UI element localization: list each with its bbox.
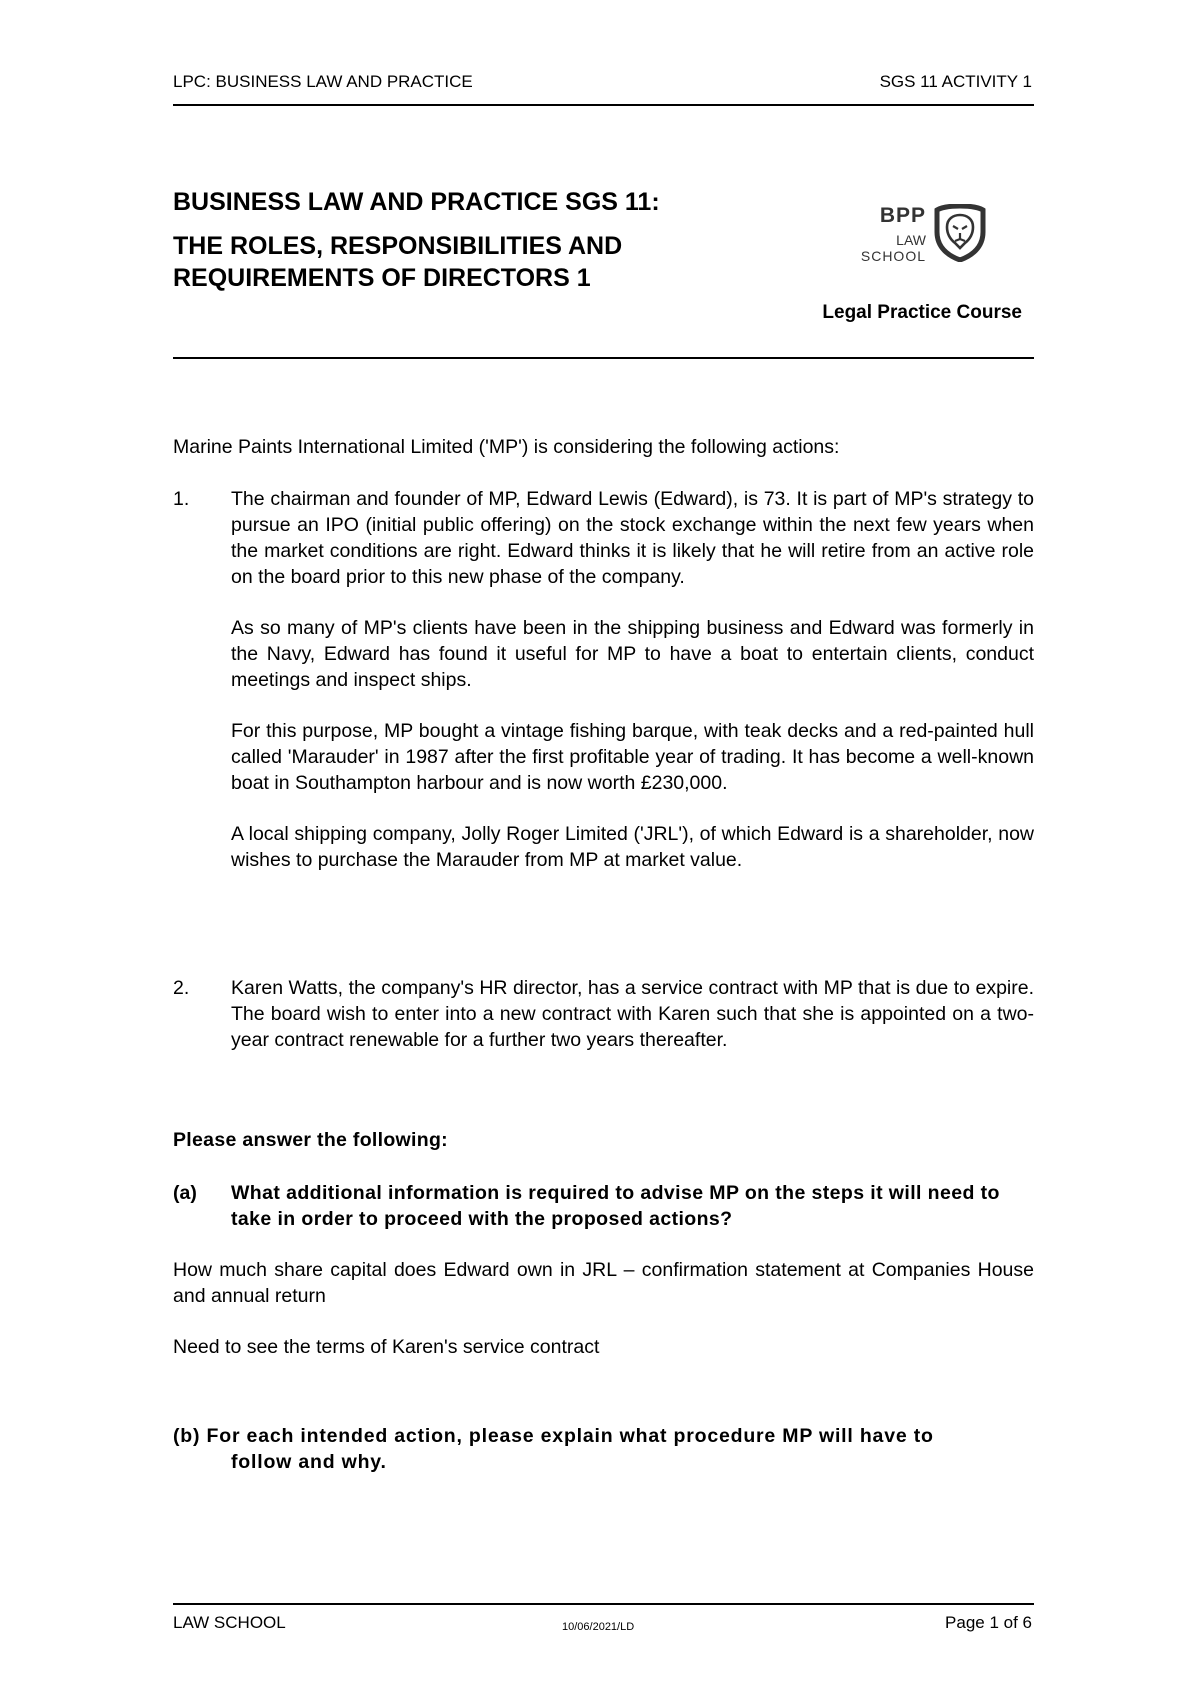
item-1-body — [231, 486, 1034, 898]
item-paragraph: A local shipping company, Jolly Roger Limited ('JRL'), of which Edward is a shareholder, now wishes to purchase the Marauder from MP at market value. — [231, 823, 1034, 871]
page-number: Page 1 of 6 — [945, 1613, 1032, 1632]
question-b-text: (b) For each intended action, please explain what procedure MP will have to — [173, 1425, 934, 1447]
course-label: Legal Practice Course — [822, 302, 1022, 323]
lion-shield-icon — [934, 204, 986, 262]
document-title: BUSINESS LAW AND PRACTICE SGS 11: — [173, 188, 660, 216]
questions-heading: Please answer the following: — [173, 1129, 448, 1151]
item-paragraph: As so many of MP's clients have been in the shipping business and Edward was formerly in the Navy, Edward has found it useful for MP to have a boat to entertain clients, conduct meetings and inspect ships. — [231, 617, 1034, 691]
header-activity: SGS 11 ACTIVITY 1 — [879, 72, 1032, 91]
question-a-label: (a) — [173, 1182, 197, 1204]
question-a-text: What additional information is required to advise MP on the steps it will need to take in order to proceed with the proposed actions? — [231, 1182, 1000, 1230]
logo-law-text: LAW — [896, 232, 926, 248]
logo-bpp-text: BPP — [879, 204, 926, 227]
document-subtitle: THE ROLES, RESPONSIBILITIES AND REQUIREMENTS OF DIRECTORS 1 — [173, 232, 623, 292]
item-paragraph: For this purpose, MP bought a vintage fishing barque, with teak decks and a red-painted hull called 'Marauder' in 1987 after the first profitable year of trading. It has become a well-known boat in Southampton harbour and is now worth £230,000. — [231, 720, 1034, 794]
header-course-title: LPC: BUSINESS LAW AND PRACTICE — [173, 72, 473, 91]
item-paragraph: Karen Watts, the company's HR director, has a service contract with MP that is due to expire. The board wish to enter into a new contract with Karen such that she is appointed on a two-year contract renewable for a further two years thereafter. — [231, 977, 1034, 1051]
item-2-body — [231, 975, 1034, 1078]
header-rule — [173, 104, 1034, 106]
question-b — [173, 1423, 1034, 1475]
title-rule — [173, 357, 1034, 359]
answer-paragraph: Need to see the terms of Karen's service contract — [173, 1336, 600, 1358]
item-paragraph: The chairman and founder of MP, Edward Lewis (Edward), is 73. It is part of MP's strategy to pursue an IPO (initial public offering) on the stock exchange within the next few years when the market conditions are right. Edward thinks it is likely that he will retire from an active role on the board prior to this new phase of the company. — [231, 488, 1034, 588]
answer-paragraph: How much share capital does Edward own in JRL – confirmation statement at Companies House and annual return — [173, 1259, 1034, 1307]
item-number: 1. — [173, 488, 190, 510]
footer-rule — [173, 1603, 1034, 1605]
intro-paragraph: Marine Paints International Limited ('MP') is considering the following actions: — [173, 436, 840, 458]
bpp-law-school-logo — [850, 200, 990, 266]
footer-school: LAW SCHOOL — [173, 1613, 286, 1632]
logo-school-text: SCHOOL — [860, 248, 926, 264]
question-b-continuation: follow and why. — [231, 1451, 387, 1473]
item-number: 2. — [173, 977, 190, 999]
footer-date-ref: 10/06/2021/LD — [562, 1621, 635, 1633]
